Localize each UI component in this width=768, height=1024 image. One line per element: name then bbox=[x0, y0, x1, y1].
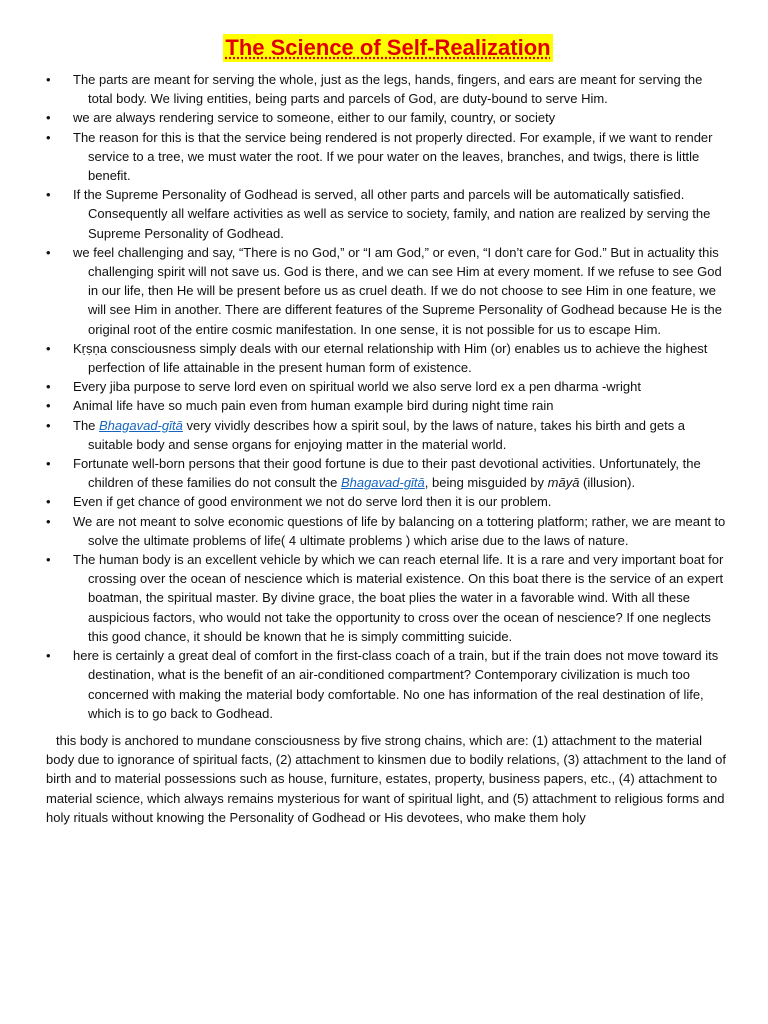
bullet-icon: • bbox=[46, 417, 51, 433]
bullet-icon: • bbox=[46, 129, 51, 145]
list-item: • The parts are meant for serving the whole, just as the legs, hands, fingers, and ears are meant for serving the total body. We living entities, being parts and parcels of God, are duty-bound to serve Him. bbox=[46, 72, 703, 107]
bullet-icon: • bbox=[46, 456, 51, 472]
bullet-icon: • bbox=[46, 648, 51, 664]
list-item: • The reason for this is that the service being rendered is not properly directed. For example, if we want to render service to a tree, we must water the root. If we pour water on the leaves, branches, and twigs, there is little benefit. bbox=[46, 129, 713, 184]
title-wrap bbox=[46, 34, 730, 62]
list-item: • If the Supreme Personality of Godhead is served, all other parts and parcels will be automatically satisfied. Consequently all welfare activities as well as service to society, family, and nation are realized by serving the Supreme Personality of Godhead. bbox=[46, 187, 711, 241]
bullet-icon: • bbox=[46, 379, 51, 395]
bullet-icon: • bbox=[46, 494, 51, 510]
bullet-icon: • bbox=[46, 340, 51, 356]
bullet-icon: • bbox=[46, 513, 51, 529]
bullet-icon: • bbox=[46, 72, 51, 87]
closing-paragraph: this body is anchored to mundane consciousness by five strong chains, which are: (1) attachment to the material body due to ignorance of spiritual facts, (2) attachment to kinsmen due to bodily relations, (3) attachment to the land of birth and to material possessions such as house, furniture, estates, property, business papers, etc., (4) attachment to material science, which always remains mysterious for want of spiritual light, and (5) attachment to religious forms and holy rituals without knowing the Personality of Godhead or His devotees, who make them holy bbox=[46, 732, 726, 825]
list-item: • here is certainly a great deal of comfort in the first-class coach of a train, but if the train does not move toward its destination, what is the benefit of an air-conditioned compartment? Contemporary civilization is much too concerned with making the material body comfortable. No one has information of the real destination of life, which is to go back to Godhead. bbox=[46, 648, 719, 721]
list-item: • we feel challenging and say, “There is no God,” or “I am God,” or even, “I don’t care for God.” But in actuality this challenging spirit will not save us. God is there, and we can see Him at every moment. If we refuse to see God in our life, then He will be present before us as cruel death. If we do not choose to see Him in one feature, we will see Him in another. There are different features of the Supreme Personality of Godhead because He is the original root of the entire cosmic manifestation. In one sense, it is not possible for us to escape Him. bbox=[46, 244, 722, 337]
bullet-list bbox=[46, 70, 730, 723]
list-item: • Even if get chance of good environment we not do serve lord then it is our problem. bbox=[46, 492, 730, 511]
bullet-icon: • bbox=[46, 110, 51, 126]
list-item: • Kṛṣṇa consciousness simply deals with our eternal relationship with Him (or) enables us to achieve the highest perfection of life attainable in the present human form of existence. bbox=[46, 340, 708, 376]
list-item: • The Bhagavad-gītā very vividly describes how a spirit soul, by the laws of nature, takes his birth and gets a suitable body and sense organs for enjoying matter in the material world. bbox=[46, 417, 686, 452]
page-title: The Science of Self-Realization bbox=[225, 35, 551, 60]
bhagavad-gita-link[interactable]: Bhagavad-gītā bbox=[99, 417, 183, 433]
list-item: • Animal life have so much pain even from human example bird during night time rain bbox=[46, 396, 730, 415]
bullet-icon: • bbox=[46, 552, 51, 568]
list-item: • Fortunate well-born persons that their good fortune is due to their past devotional activities. Unfortunately, the children of these families do not consult the Bhagavad-gītā, being misguided by māyā (illusion). bbox=[46, 456, 701, 491]
list-item: • We are not meant to solve economic questions of life by balancing on a tottering platform; rather, we are meant to solve the ultimate problems of life( 4 ultimate problems ) which arise due to the laws of nature. bbox=[46, 513, 726, 548]
bhagavad-gita-link[interactable]: Bhagavad-gītā bbox=[340, 475, 425, 491]
list-item: • we are always rendering service to someone, either to our family, country, or society bbox=[46, 108, 730, 127]
bullet-icon: • bbox=[46, 244, 51, 260]
list-item: • Every jiba purpose to serve lord even on spiritual world we also serve lord ex a pen dharma -wright bbox=[46, 377, 730, 396]
bullet-icon: • bbox=[46, 398, 51, 414]
bullet-icon: • bbox=[46, 187, 51, 203]
list-item: • The human body is an excellent vehicle by which we can reach eternal life. It is a rare and very important boat for crossing over the ocean of nescience which is material existence. On this boat there is the service of an expert boatman, the spiritual master. By divine grace, the boat plies the water in a favorable wind. With all these auspicious factors, who would not take the opportunity to cross over the ocean of nescience? If one neglects this good chance, it should be known that he is simply committing suicide. bbox=[46, 552, 724, 644]
